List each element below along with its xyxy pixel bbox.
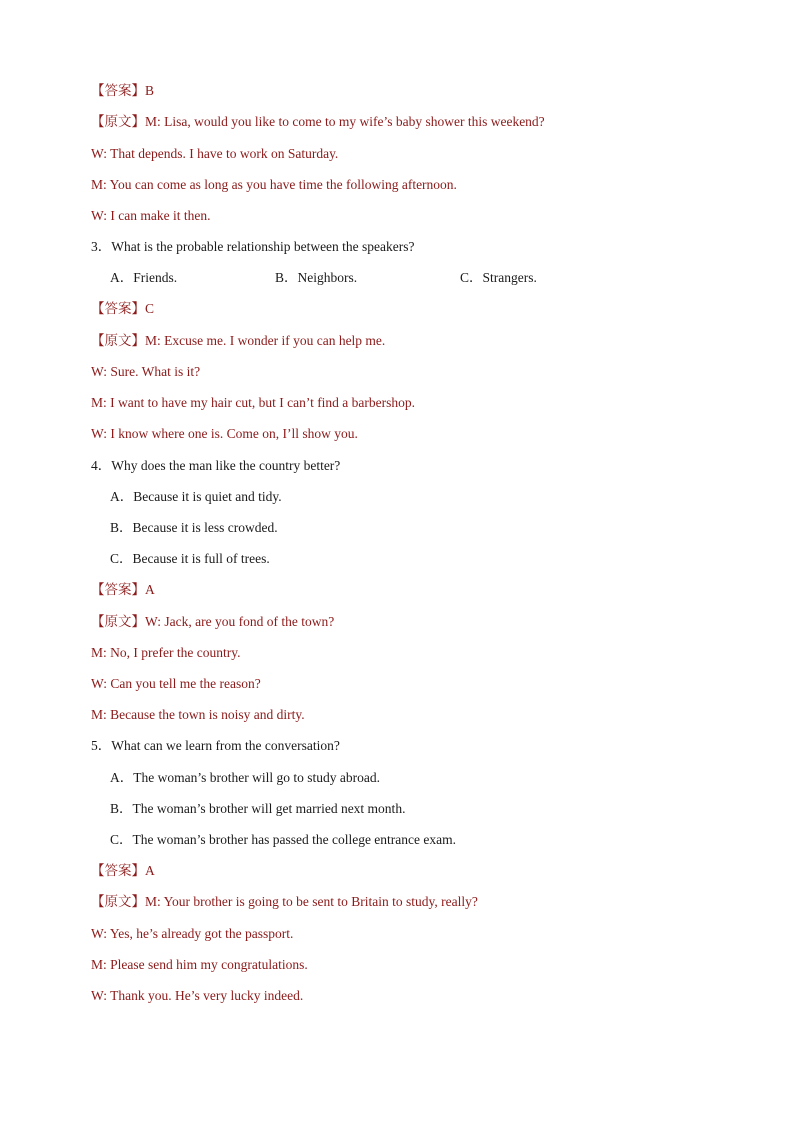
- transcript-line: W: Thank you. He’s very lucky indeed.: [91, 988, 304, 1003]
- transcript-line: M: I want to have my hair cut, but I can’t find a barbershop.: [91, 395, 416, 410]
- option-a: A．The woman’s brother will go to study abroad.: [110, 770, 380, 785]
- transcript-line: W: Can you tell me the reason?: [91, 676, 261, 691]
- option-b: B．Because it is less crowded.: [110, 520, 278, 535]
- transcript-line: 【原文】M: Lisa, would you like to come to my wife’s baby shower this weekend?: [91, 114, 545, 129]
- option-b: B．The woman’s brother will get married next month.: [110, 801, 406, 816]
- transcript-line: 【原文】M: Your brother is going to be sent to Britain to study, really?: [91, 894, 478, 909]
- option-a: A．Friends.: [110, 270, 178, 285]
- transcript-line: W: Yes, he’s already got the passport.: [91, 926, 294, 941]
- option-a: A．Because it is quiet and tidy.: [110, 489, 282, 504]
- option-c: C．Strangers.: [460, 270, 537, 285]
- question-text: 4．Why does the man like the country better?: [91, 458, 341, 473]
- answer-line: 【答案】A: [91, 582, 155, 597]
- transcript-line: M: Please send him my congratulations.: [91, 957, 308, 972]
- transcript-line: W: Sure. What is it?: [91, 364, 201, 379]
- answer-line: 【答案】A: [91, 863, 155, 878]
- transcript-line: M: No, I prefer the country.: [91, 645, 241, 660]
- transcript-line: 【原文】W: Jack, are you fond of the town?: [91, 614, 335, 629]
- transcript-line: M: You can come as long as you have time the following afternoon.: [91, 177, 457, 192]
- transcript-line: M: Because the town is noisy and dirty.: [91, 707, 305, 722]
- options-row: [110, 269, 537, 287]
- transcript-line: W: That depends. I have to work on Saturday.: [91, 146, 339, 161]
- answer-line: 【答案】B: [91, 83, 155, 98]
- option-b: B．Neighbors.: [275, 270, 358, 285]
- transcript-line: 【原文】M: Excuse me. I wonder if you can help me.: [91, 333, 386, 348]
- answer-line: 【答案】C: [91, 301, 155, 316]
- option-c: C．The woman’s brother has passed the college entrance exam.: [110, 832, 457, 847]
- question-text: 3．What is the probable relationship between the speakers?: [91, 239, 415, 254]
- transcript-line: W: I can make it then.: [91, 208, 211, 223]
- option-c: C．Because it is full of trees.: [110, 551, 270, 566]
- question-text: 5．What can we learn from the conversation?: [91, 738, 340, 753]
- transcript-line: W: I know where one is. Come on, I’ll show you.: [91, 426, 358, 441]
